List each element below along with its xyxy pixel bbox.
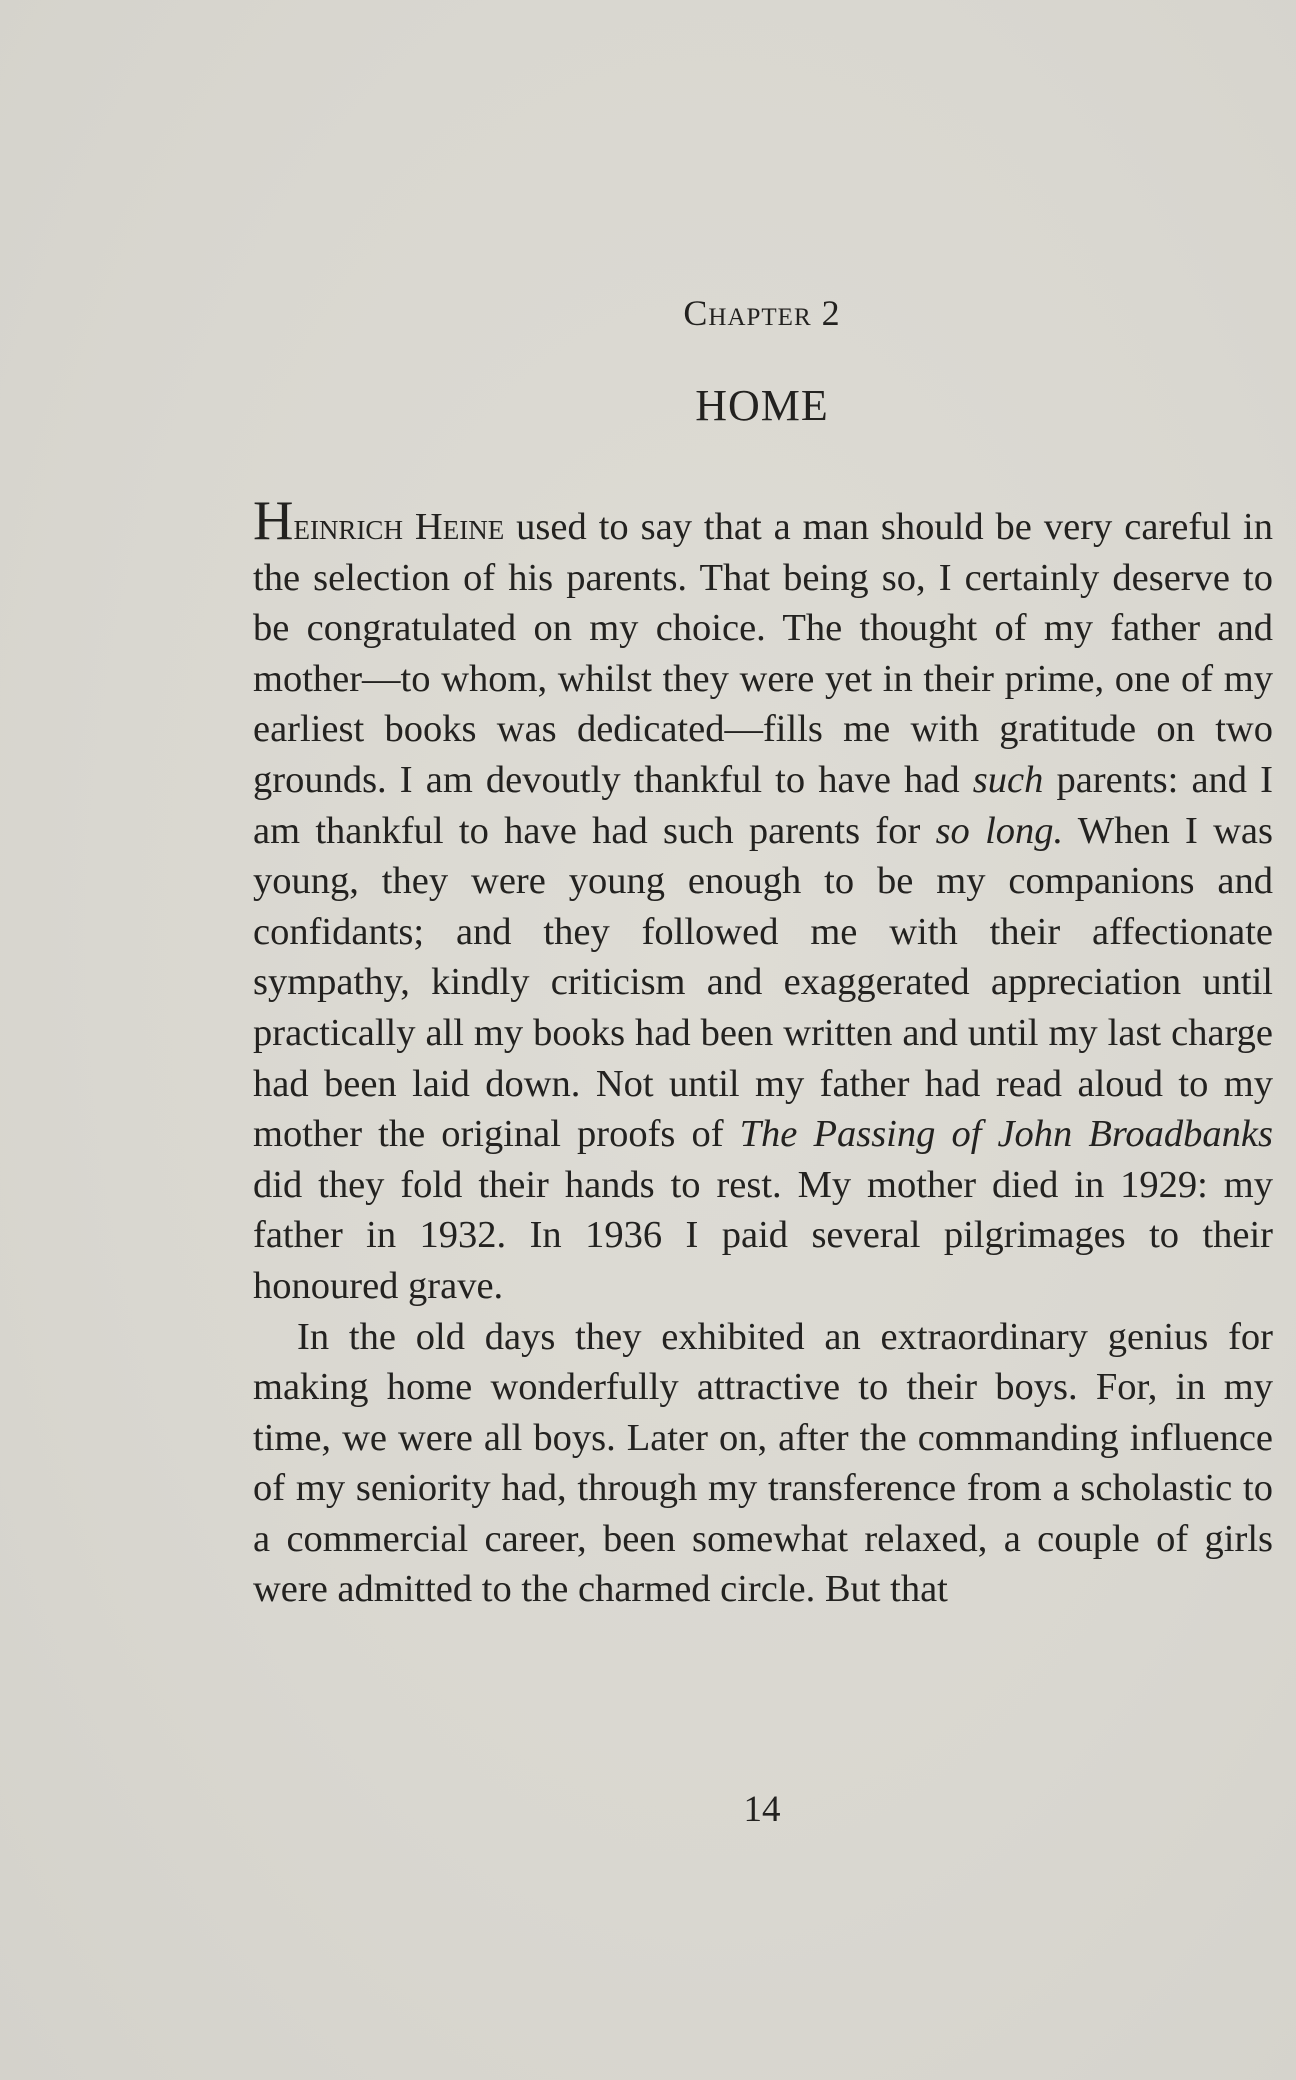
emphasis-such: such — [972, 758, 1044, 801]
page-number: 14 — [743, 1789, 781, 1830]
paragraph-1-segment-1: used to say that a man should be very careful in the selection of his parents. That being so, I certainly deserve to be congratulated on my choice. The thought of my father and mother—to whom, whilst they were yet in their prime, one of my earliest books was dedicated—fills me with gratitude on two grounds. I am devoutly thankful to have had — [253, 506, 1273, 801]
chapter-title: HOME — [695, 381, 829, 430]
lead-word-1: einrich — [293, 506, 403, 548]
paragraph-2: In the old days they exhibited an extraordinary genius for making home wonderfully attractive to their boys. For, in my time, we were all boys. Later on, after the commanding influence of my seniority had, through my transference from a scholastic to a commercial career, been somewhat relaxed, a couple of girls were admitted to the charmed circle. But that — [253, 1315, 1273, 1611]
lead-word-2: eine — [442, 506, 505, 548]
emphasis-so-long: so long. — [935, 809, 1064, 852]
chapter-label: Chapter 2 — [683, 293, 841, 333]
paragraph-1-segment-2: parents: and I am thankful to have had such parents for — [253, 758, 1273, 852]
book-title-reference: The Passing of John Broadbanks — [739, 1113, 1274, 1156]
lead-separator — [403, 506, 415, 548]
body-text — [253, 490, 1274, 1615]
drop-cap: H — [253, 490, 294, 552]
paragraph-1-segment-3: When I was young, they were young enough to be my companions and confidants; and they followed me with their affectionate sympathy, kindly criticism and exaggerated appreciation until practically all my books had been written and until my last charge had been laid down. Not until my father had read aloud to my mother the original proofs of — [253, 809, 1273, 1156]
paragraph-1 — [253, 490, 1274, 1312]
paragraph-1-segment-4: did they fold their hands to rest. My mother died in 1929: my father in 1932. In 1936 I paid several pilgrimages to their honoured grave. — [253, 1163, 1273, 1307]
lead-word-2-cap: H — [414, 506, 443, 548]
